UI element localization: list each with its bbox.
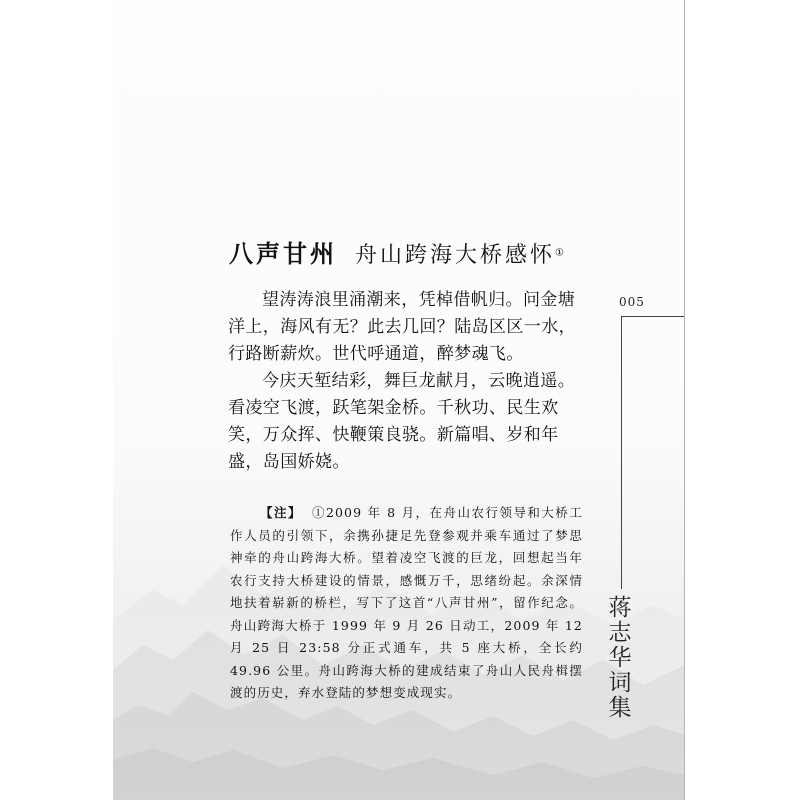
poem-title: 八声甘州 (229, 239, 337, 268)
stanza-1: 望涛涛浪里涌潮来，凭棹借帆归。问金塘洋上，海风有无？此去几回？陆岛区区一水，行路断薪炊。世代呼通道，醉梦魂飞。 (228, 290, 576, 364)
page-edge-line (684, 0, 685, 800)
poem-body (228, 287, 583, 476)
footnote-mark: ① (555, 247, 564, 259)
book-title-char: 华 (608, 645, 632, 671)
book-title-char: 志 (608, 620, 632, 646)
book-title-char: 词 (608, 670, 632, 696)
stanza-2: 今庆天堑结彩，舞巨龙献月，云晚逍遥。看凌空飞渡，跃笔架金桥。千秋功、民生欢笑，万众挥、快鞭策良骁。新篇唱、岁和年盛，岛国娇娆。 (228, 371, 576, 472)
notes-text: ①2009 年 8 月，在舟山农行领导和大桥工作人员的引领下，余携孙捷足先登参观并乘车通过了梦思神牵的舟山跨海大桥。望着凌空飞渡的巨龙，回想起当年农行支持大桥建设的情景，感慨万千，思绪纷起。余深情地扶着崭新的桥栏，写下了这首“八声甘州”，留作纪念。舟山跨海大桥于 1999 年 9 月 26 日动工，2009 年 12 月 25 日 23:58 分正式通车，共 5 座大桥，全长约 49.96 公里。舟山跨海大桥的建成结束了舟山人民舟楫摆渡的历史，弃水登陆的梦想变成现实。 (230, 505, 583, 700)
notes-block (230, 502, 583, 705)
book-title-char: 集 (608, 695, 632, 721)
book-title-vertical (603, 596, 637, 721)
notes-label: 【注】 (260, 505, 302, 520)
book-title-char: 蒋 (608, 595, 632, 621)
side-rule-top (621, 316, 684, 317)
poem-subtitle: 舟山跨海大桥感怀 (355, 243, 556, 268)
side-rule (621, 316, 622, 589)
poem-title-row (229, 234, 564, 269)
page-number: 005 (619, 295, 645, 309)
